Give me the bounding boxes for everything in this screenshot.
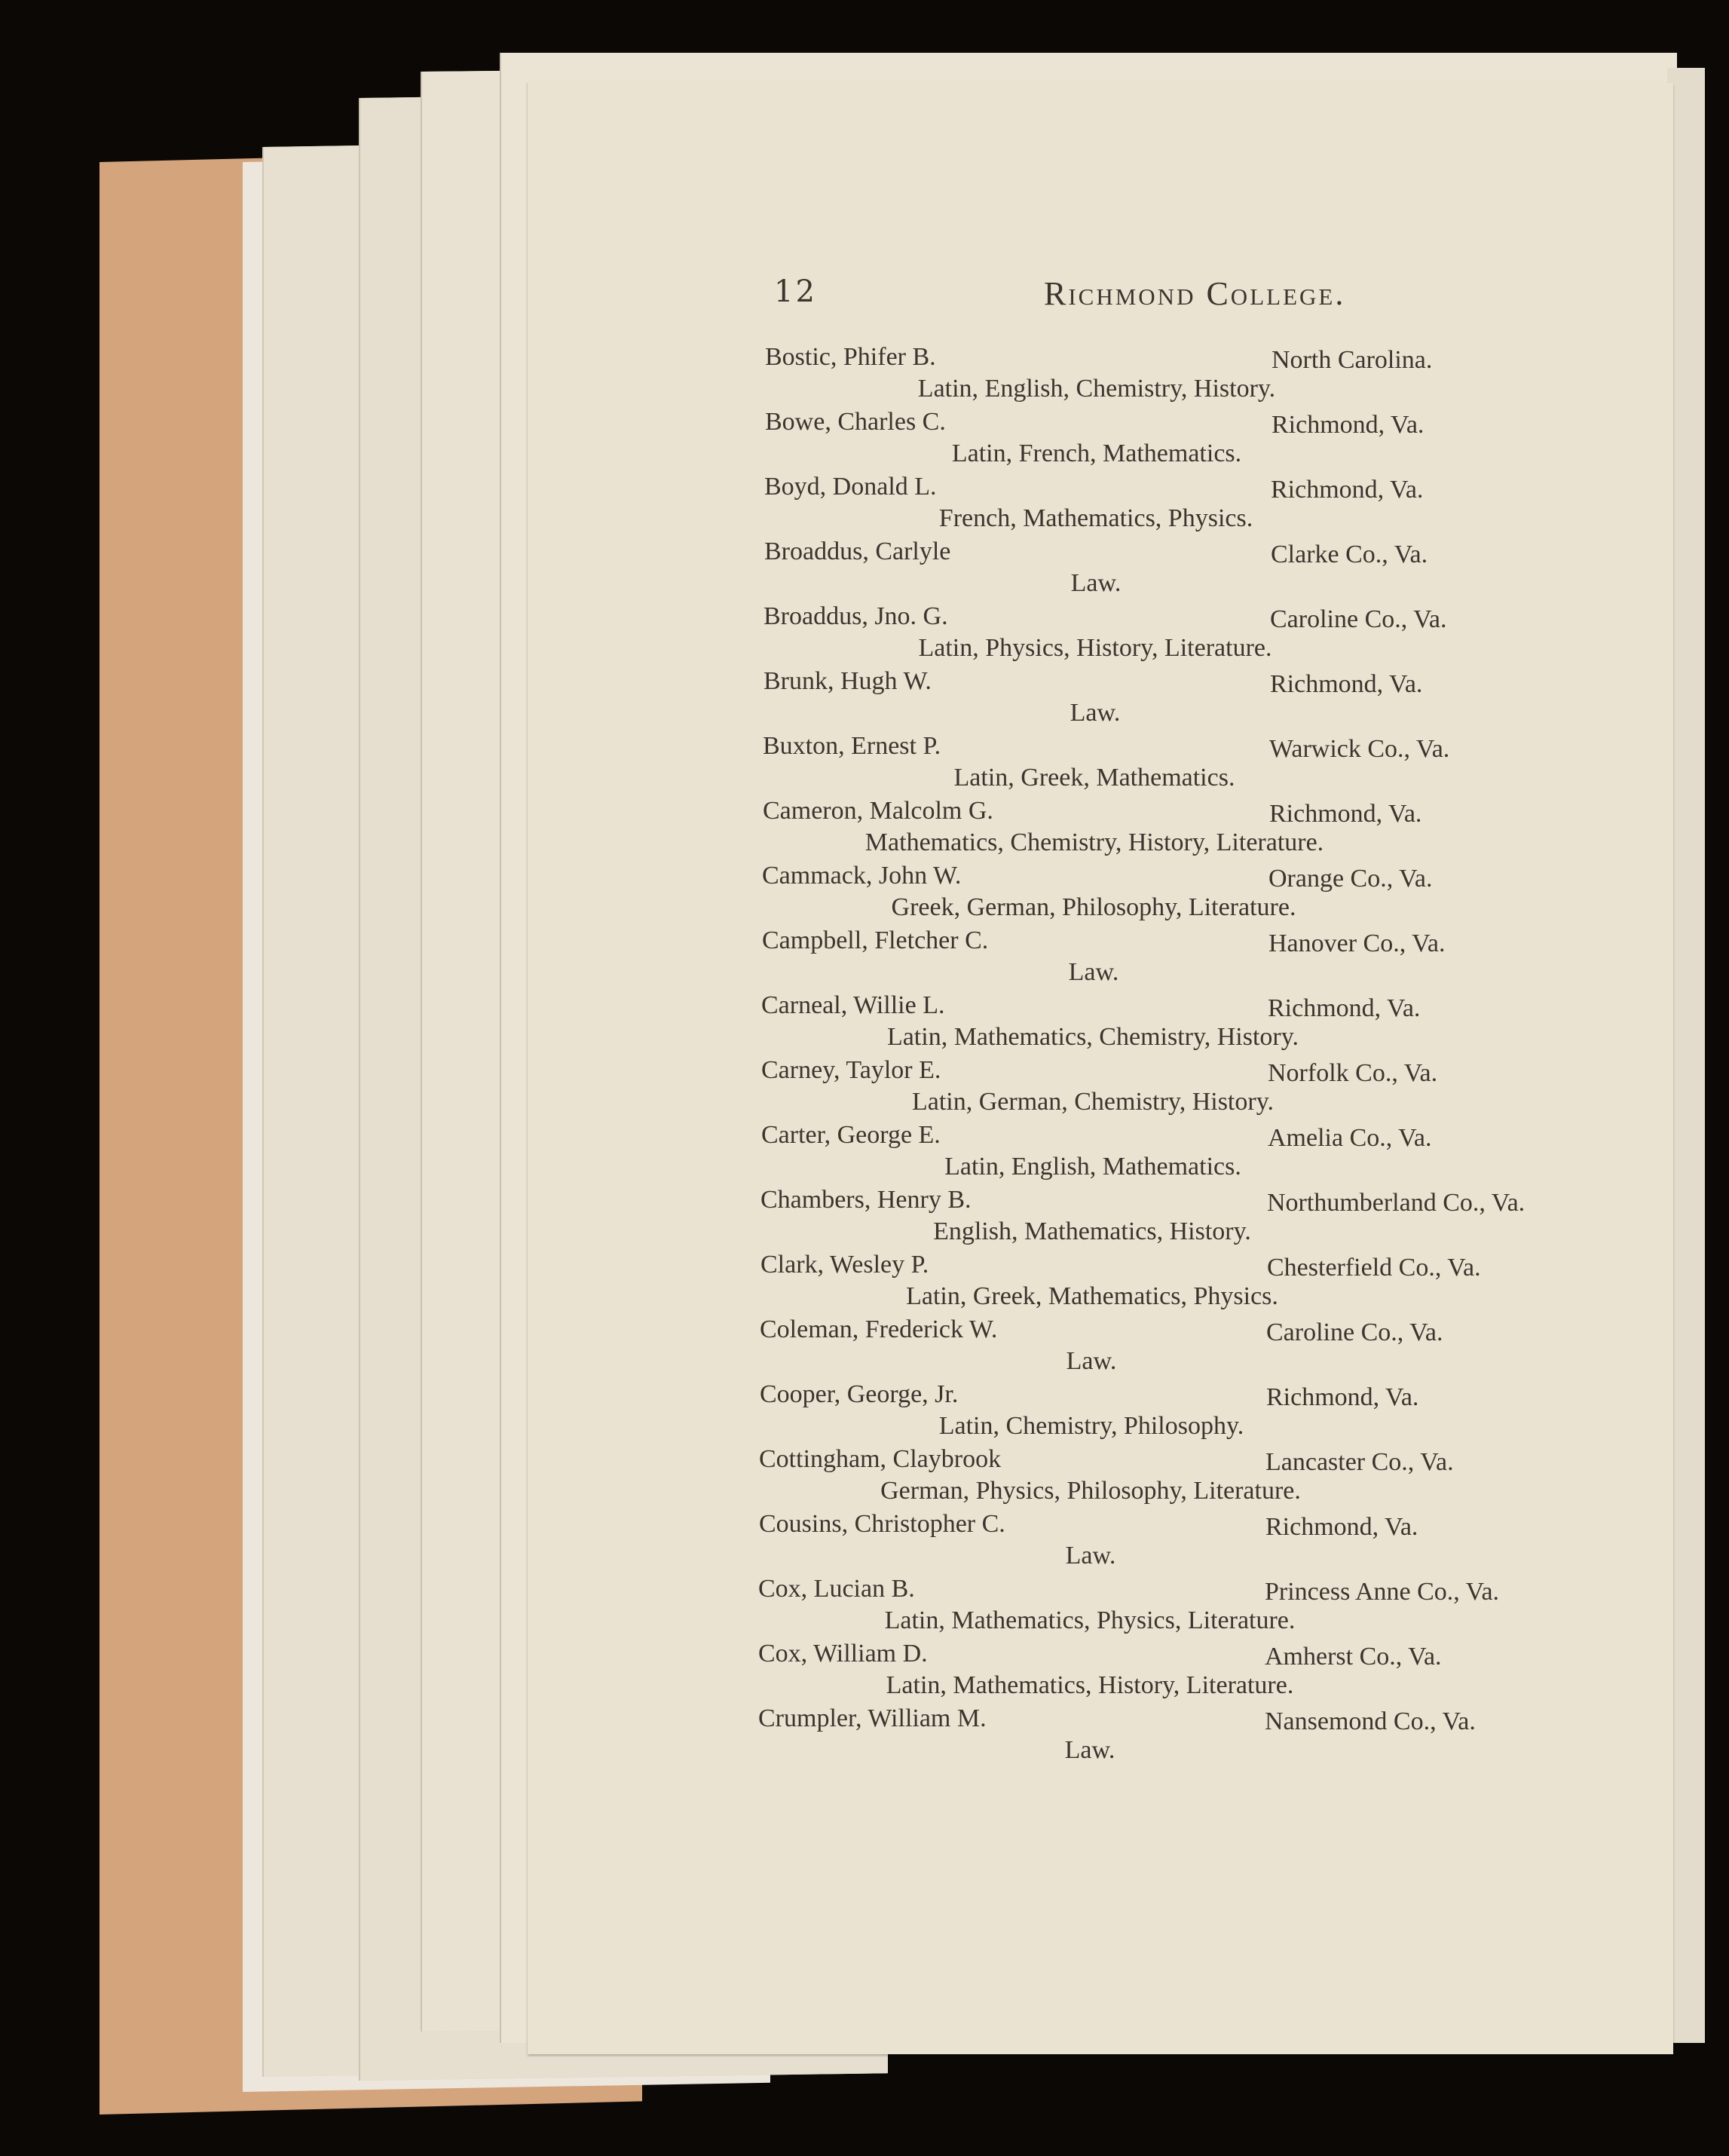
- student-subjects: Latin, Greek, Mathematics, Physics.: [906, 1282, 1278, 1310]
- student-residence: Hanover Co., Va.: [1268, 929, 1446, 957]
- student-name: Campbell, Fletcher C.: [762, 926, 989, 954]
- student-residence: Richmond, Va.: [1270, 670, 1423, 698]
- student-residence: Lancaster Co., Va.: [1265, 1448, 1454, 1476]
- student-subjects: Latin, English, Mathematics.: [944, 1153, 1241, 1181]
- student-residence: Northumberland Co., Va.: [1267, 1189, 1525, 1217]
- student-subjects: Latin, Mathematics, Physics, Literature.: [884, 1606, 1296, 1634]
- student-residence: Warwick Co., Va.: [1269, 735, 1450, 763]
- student-entry: [762, 862, 1606, 926]
- student-entry: [759, 1445, 1603, 1510]
- student-residence: Amherst Co., Va.: [1265, 1643, 1442, 1671]
- student-name: Crumpler, William M.: [758, 1704, 987, 1732]
- student-residence: Richmond, Va.: [1272, 411, 1425, 439]
- running-title: Richmond College.: [1044, 275, 1346, 312]
- student-subjects: Latin, Mathematics, Chemistry, History.: [886, 1023, 1299, 1051]
- student-list: [758, 343, 1609, 1769]
- student-entry: [764, 537, 1608, 602]
- student-entry: [758, 1640, 1602, 1704]
- student-subjects: French, Mathematics, Physics.: [938, 504, 1253, 532]
- student-subjects: Mathematics, Chemistry, History, Literature.: [864, 828, 1324, 856]
- student-name: Brunk, Hugh W.: [764, 667, 932, 695]
- student-residence: Amelia Co., Va.: [1268, 1124, 1432, 1152]
- student-name: Buxton, Ernest P.: [763, 732, 941, 760]
- student-subjects: Latin, Greek, Mathematics.: [953, 764, 1235, 792]
- student-entry: [764, 602, 1608, 667]
- student-residence: Richmond, Va.: [1271, 476, 1424, 504]
- student-subjects: Latin, Mathematics, History, Literature.: [886, 1671, 1294, 1699]
- student-name: Carneal, Willie L.: [761, 991, 945, 1019]
- student-entry: [765, 343, 1609, 408]
- student-entry: [762, 926, 1606, 991]
- student-entry: [758, 1575, 1602, 1640]
- student-name: Cox, William D.: [758, 1640, 928, 1668]
- student-residence: Chesterfield Co., Va.: [1267, 1254, 1481, 1282]
- student-name: Coleman, Frederick W.: [760, 1315, 998, 1343]
- student-subjects: Law.: [1065, 1542, 1116, 1570]
- student-residence: Richmond, Va.: [1265, 1513, 1418, 1541]
- student-residence: Richmond, Va.: [1268, 994, 1421, 1022]
- student-subjects: Latin, Physics, History, Literature.: [918, 634, 1272, 662]
- student-subjects: Latin, German, Chemistry, History.: [911, 1088, 1274, 1116]
- student-name: Carter, George E.: [761, 1121, 941, 1149]
- student-subjects: Greek, German, Philosophy, Literature.: [891, 893, 1296, 921]
- student-name: Cameron, Malcolm G.: [763, 797, 993, 825]
- student-entry: [761, 1056, 1605, 1121]
- student-residence: North Carolina.: [1272, 346, 1433, 374]
- page-number: 12: [774, 274, 817, 309]
- student-name: Broaddus, Jno. G.: [764, 602, 948, 630]
- student-name: Bowe, Charles C.: [765, 408, 946, 436]
- student-subjects: Law.: [1070, 569, 1122, 597]
- student-residence: Norfolk Co., Va.: [1268, 1059, 1438, 1087]
- student-subjects: English, Mathematics, History.: [933, 1217, 1251, 1245]
- student-entry: [764, 473, 1608, 537]
- student-name: Cooper, George, Jr.: [760, 1380, 959, 1408]
- student-subjects: Latin, French, Mathematics.: [951, 439, 1242, 467]
- student-entry: [765, 408, 1609, 473]
- student-residence: Richmond, Va.: [1266, 1383, 1419, 1411]
- student-entry: [763, 797, 1607, 862]
- student-name: Broaddus, Carlyle: [764, 537, 951, 565]
- student-residence: Princess Anne Co., Va.: [1265, 1578, 1500, 1606]
- student-name: Cousins, Christopher C.: [759, 1510, 1005, 1538]
- catalogue-page: [528, 83, 1673, 2054]
- student-name: Boyd, Donald L.: [764, 473, 937, 501]
- student-name: Clark, Wesley P.: [760, 1251, 929, 1279]
- student-subjects: Law.: [1064, 1736, 1115, 1764]
- student-entry: [758, 1704, 1602, 1769]
- student-entry: [760, 1315, 1604, 1380]
- student-name: Cammack, John W.: [762, 862, 962, 890]
- page-header: [528, 274, 1673, 320]
- student-subjects: Law.: [1066, 1347, 1117, 1375]
- student-residence: Caroline Co., Va.: [1270, 605, 1447, 633]
- student-subjects: Law.: [1068, 958, 1119, 986]
- student-residence: Richmond, Va.: [1269, 800, 1422, 828]
- student-name: Chambers, Henry B.: [760, 1186, 972, 1214]
- student-subjects: Law.: [1070, 699, 1121, 727]
- student-residence: Clarke Co., Va.: [1271, 541, 1428, 568]
- student-residence: Nansemond Co., Va.: [1265, 1707, 1476, 1735]
- student-entry: [760, 1380, 1604, 1445]
- student-entry: [764, 667, 1608, 732]
- student-name: Bostic, Phifer B.: [765, 343, 936, 371]
- student-subjects: Latin, Chemistry, Philosophy.: [938, 1412, 1244, 1440]
- student-entry: [760, 1186, 1605, 1251]
- student-entry: [760, 1251, 1605, 1315]
- student-entry: [763, 732, 1607, 797]
- student-residence: Orange Co., Va.: [1268, 865, 1433, 893]
- student-entry: [759, 1510, 1603, 1575]
- student-entry: [761, 991, 1605, 1056]
- student-entry: [761, 1121, 1605, 1186]
- student-name: Cox, Lucian B.: [758, 1575, 915, 1603]
- student-name: Carney, Taylor E.: [761, 1056, 941, 1084]
- student-subjects: Latin, English, Chemistry, History.: [917, 375, 1276, 403]
- student-name: Cottingham, Claybrook: [759, 1445, 1002, 1473]
- student-subjects: German, Physics, Philosophy, Literature.: [880, 1477, 1301, 1505]
- student-residence: Caroline Co., Va.: [1266, 1318, 1443, 1346]
